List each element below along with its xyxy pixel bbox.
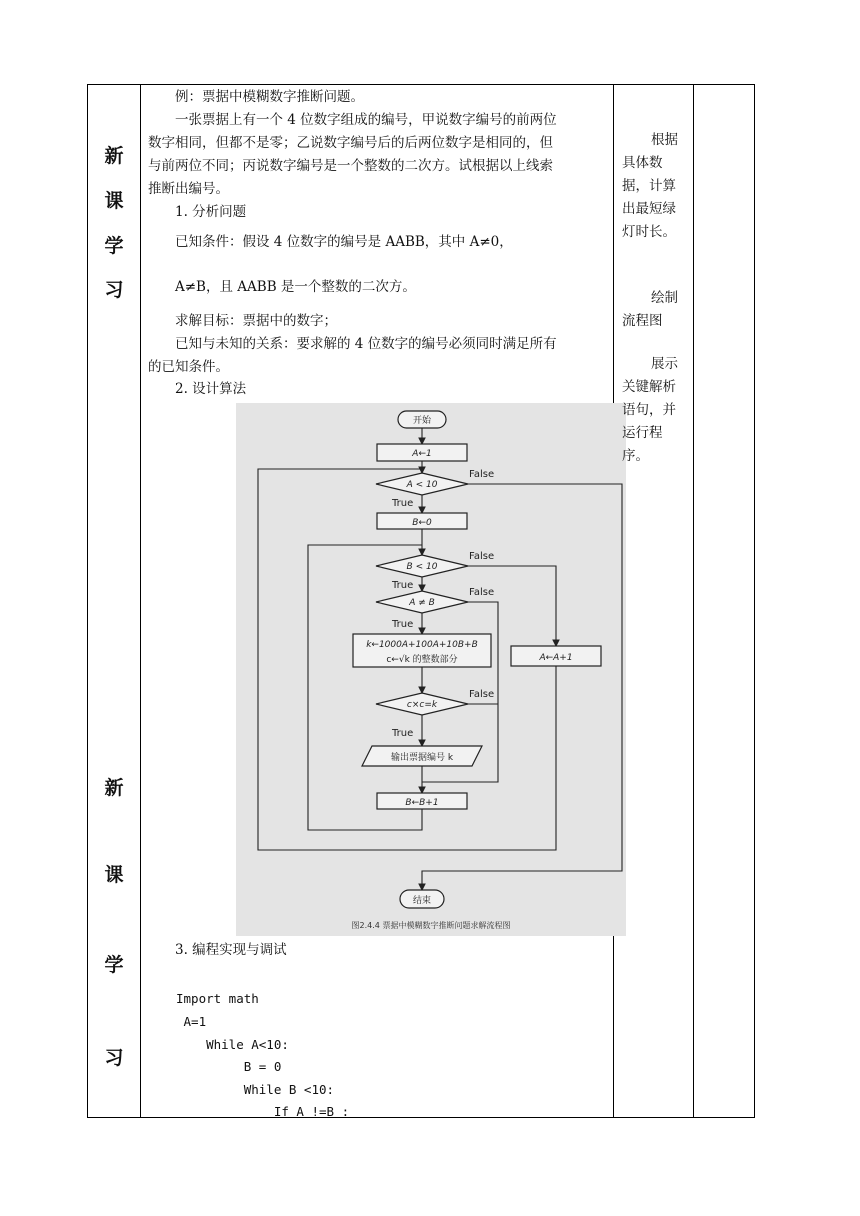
note-line: 据，计算 xyxy=(622,178,676,194)
flowchart-calc-c-label: c←√k 的整数部分 xyxy=(386,655,458,665)
flowchart-true-label: True xyxy=(392,580,414,591)
section-label-char: 新 xyxy=(104,777,124,799)
code-line: B = 0 xyxy=(176,1059,282,1074)
flowchart-cond-b-label: B < 10 xyxy=(406,562,438,572)
flowchart-start-label: 开始 xyxy=(412,416,432,426)
flowchart-cond-a-label: A < 10 xyxy=(406,480,438,490)
note-line: 序。 xyxy=(622,448,649,464)
teacher-note xyxy=(622,287,688,333)
goal-text: 求解目标：票据中的数字； xyxy=(175,313,337,329)
note-line: 关键解析 xyxy=(622,379,676,395)
flowchart-true-label: True xyxy=(392,728,414,739)
flowchart-diagram xyxy=(236,403,626,936)
code-line: If A !=B : xyxy=(176,1104,350,1119)
note-line: 展示 xyxy=(651,356,678,372)
note-line: 出最短绿 xyxy=(622,201,676,217)
lesson-table xyxy=(87,84,755,1118)
flowchart-init-b-label: B←0 xyxy=(412,518,432,528)
note-line: 根据 xyxy=(651,132,678,148)
flowchart-caption: 图2.4.4 票据中模糊数字推断问题求解流程图 xyxy=(351,921,511,930)
column-divider xyxy=(693,85,694,1117)
flowchart-true-label: True xyxy=(392,498,414,509)
known-conditions: A≠B，且 AABB 是一个整数的二次方。 xyxy=(175,279,416,295)
column-divider xyxy=(140,85,141,1117)
problem-text: 推断出编号。 xyxy=(148,181,229,197)
note-line: 流程图 xyxy=(622,313,663,329)
code-line: A=1 xyxy=(176,1014,207,1029)
note-line: 具体数 xyxy=(622,155,663,171)
section-label-char: 学 xyxy=(104,954,124,976)
step-heading: 2. 设计算法 xyxy=(175,381,247,397)
note-line: 语句，并 xyxy=(622,402,676,418)
known-conditions: 已知条件：假设 4 位数字的编号是 AABB，其中 A≠0， xyxy=(175,234,513,250)
section-label-char: 习 xyxy=(104,279,124,301)
note-line: 灯时长。 xyxy=(622,224,676,240)
section-label-char: 新 xyxy=(104,145,124,167)
flowchart-figure xyxy=(236,403,626,936)
teacher-note xyxy=(622,129,688,244)
note-line: 运行程 xyxy=(622,425,663,441)
relation-text: 的已知条件。 xyxy=(148,359,229,375)
flowchart-false-label: False xyxy=(469,551,495,562)
relation-text: 已知与未知的关系：要求解的 4 位数字的编号必须同时满足所有 xyxy=(175,336,557,352)
note-line: 绘制 xyxy=(651,290,678,306)
problem-text: 一张票据上有一个 4 位数字组成的编号，甲说数字编号的前两位 xyxy=(175,112,557,128)
code-line: Import math xyxy=(176,991,259,1006)
section-label-char: 课 xyxy=(104,864,124,886)
flowchart-inc-a-label: A←A+1 xyxy=(539,653,573,663)
step-heading: 1. 分析问题 xyxy=(175,204,247,220)
problem-text: 与前两位不同；丙说数字编号是一个整数的二次方。试根据以上线索 xyxy=(148,158,553,174)
flowchart-inc-b-label: B←B+1 xyxy=(405,798,439,808)
flowchart-init-a-label: A←1 xyxy=(412,449,432,459)
problem-text: 数字相同，但都不是零；乙说数字编号后的后两位数字是相同的，但 xyxy=(148,135,553,151)
flowchart-true-label: True xyxy=(392,619,414,630)
flowchart-false-label: False xyxy=(469,469,495,480)
flowchart-end-label: 结束 xyxy=(412,896,432,906)
code-line: While B <10: xyxy=(176,1082,335,1097)
flowchart-cond-sq-label: c×c=k xyxy=(406,700,438,710)
flowchart-calc-k-label: k←1000A+100A+10B+B xyxy=(366,640,478,650)
flowchart-false-label: False xyxy=(469,587,495,598)
flowchart-cond-neq-label: A ≠ B xyxy=(409,598,435,608)
flowchart-output-label: 输出票据编号 k xyxy=(390,753,454,763)
flowchart-false-label: False xyxy=(469,689,495,700)
section-label-column xyxy=(88,85,140,1117)
teacher-note xyxy=(622,353,688,468)
step-heading: 3. 编程实现与调试 xyxy=(175,942,287,958)
example-title: 例：票据中模糊数字推断问题。 xyxy=(175,89,364,105)
section-label-char: 学 xyxy=(104,235,124,257)
section-label-char: 习 xyxy=(104,1047,124,1069)
section-label-char: 课 xyxy=(104,190,124,212)
code-line: While A<10: xyxy=(176,1037,289,1052)
